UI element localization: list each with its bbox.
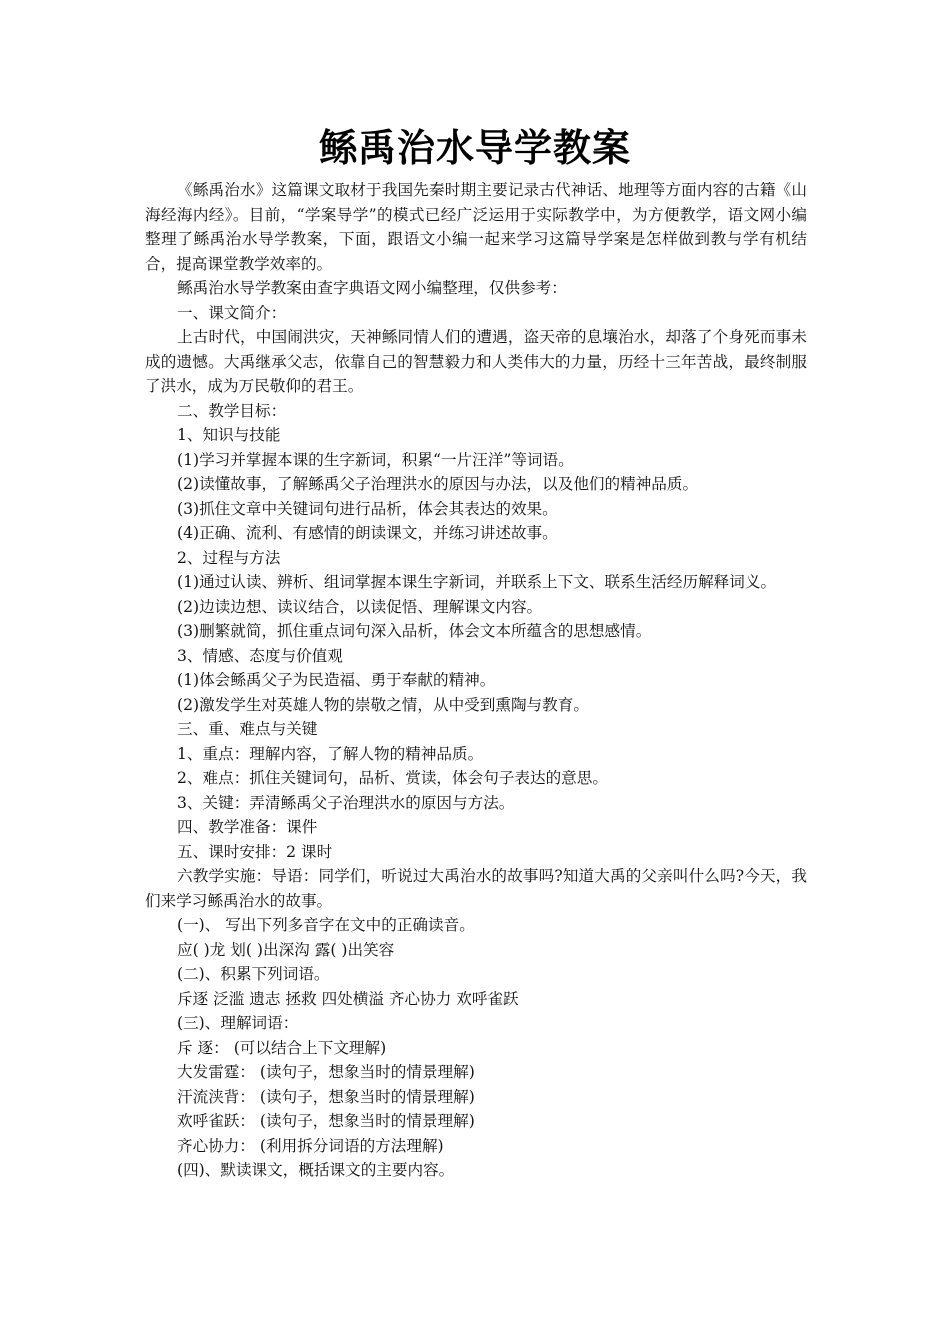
exercise-line: 应( )龙 划( )出深沟 露( )出笑容 <box>177 940 395 959</box>
section-heading-objectives: 二、教学目标： <box>177 401 287 420</box>
list-item: (3)抓住文章中关键词句进行品析，体会其表达的效果。 <box>177 499 558 518</box>
section-heading-schedule: 五、课时安排：2 课时 <box>177 842 333 861</box>
exercise-line: (一)、 写出下列多音字在文中的正确读音。 <box>177 916 475 934</box>
exercise-line: 斥逐 泛滥 遗志 拯救 四处横溢 齐心协力 欢呼雀跃 <box>177 989 519 1008</box>
list-item: (2)激发学生对英雄人物的崇敬之情，从中受到熏陶与教育。 <box>177 695 589 714</box>
implementation-paragraph: 六教学实施：导语：同学们，听说过大禹治水的故事吗?知道大禹的父亲叫什么吗?今天，我们来学习鲧禹治水的故事。 <box>145 867 807 910</box>
exercise-line: 欢呼雀跃： (读句子，想象当时的情景理解) <box>177 1112 475 1130</box>
section-heading-preparation: 四、教学准备：课件 <box>177 818 318 836</box>
list-item: (3)删繁就简，抓住重点词句深入品析，体会文本所蕴含的思想感情。 <box>177 622 652 640</box>
list-item: 3、关键：弄清鲧禹父子治理洪水的原因与方法。 <box>177 793 515 812</box>
list-item: (1)学习并掌握本课的生字新词，积累“一片汪洋”等词语。 <box>177 450 574 469</box>
list-item: (4)正确、流利、有感情的朗读课文，并练习讲述故事。 <box>177 524 558 542</box>
source-note: 鲧禹治水导学教案由查字典语文网小编整理，仅供参考： <box>177 279 567 297</box>
exercise-line: (二)、积累下列词语。 <box>177 965 330 983</box>
subheading-knowledge-skills: 1、知识与技能 <box>177 426 281 444</box>
document-title: 鲧禹治水导学教案 <box>318 126 631 170</box>
list-item: (1)通过认读、辨析、组词掌握本课生字新词，并联系上下文、联系生活经历解释词义。 <box>177 573 777 591</box>
list-item: 2、难点：抓住关键词句，品析、赏读，体会句子表达的意思。 <box>177 769 608 787</box>
exercise-line: (三)、理解词语： <box>177 1014 299 1032</box>
subheading-process-method: 2、过程与方法 <box>177 548 281 567</box>
list-item: (1)体会鲧禹父子为民造福、勇于奉献的精神。 <box>177 671 496 689</box>
list-item: 1、重点：理解内容，了解人物的精神品质。 <box>177 744 484 763</box>
section-heading-key-points: 三、重、难点与关键 <box>177 720 318 738</box>
exercise-line: (四)、默读课文，概括课文的主要内容。 <box>177 1161 455 1179</box>
exercise-line: 齐心协力： (利用拆分词语的方法理解) <box>177 1136 444 1155</box>
list-item: (2)边读边想、读议结合，以读促悟、理解课文内容。 <box>177 597 543 616</box>
introduction-paragraph: 上古时代，中国闹洪灾，天神鲧同情人们的遭遇，盗天帝的息壤治水，却落了个身死而事未成的遗憾。大禹继承父志，依靠自己的智慧毅力和人类伟大的力量，历经十三年苦战，最终制服了洪水，成为万民敬仰的君王。 <box>145 328 807 395</box>
document-body <box>145 178 807 1183</box>
subheading-emotion-values: 3、情感、态度与价值观 <box>177 646 343 665</box>
list-item: (2)读懂故事，了解鲧禹父子治理洪水的原因与办法，以及他们的精神品质。 <box>177 475 699 493</box>
intro-paragraph: 《鲧禹治水》这篇课文取材于我国先秦时期主要记录古代神话、地理等方面内容的古籍《山海经海内经》。目前，“学案导学”的模式已经广泛运用于实际教学中，为方便教学，语文网小编整理了鲧禹治水导学教案，下面，跟语文小编一起来学习这篇导学案是怎样做到教与学有机结合，提高课堂教学效率的。 <box>145 181 807 273</box>
exercise-line: 斥 逐： (可以结合上下文理解) <box>177 1038 387 1057</box>
section-heading-introduction: 一、课文简介： <box>177 303 287 322</box>
exercise-line: 汗流浃背： (读句子，想象当时的情景理解) <box>177 1087 475 1106</box>
exercise-line: 大发雷霆： (读句子，想象当时的情景理解) <box>177 1063 475 1081</box>
